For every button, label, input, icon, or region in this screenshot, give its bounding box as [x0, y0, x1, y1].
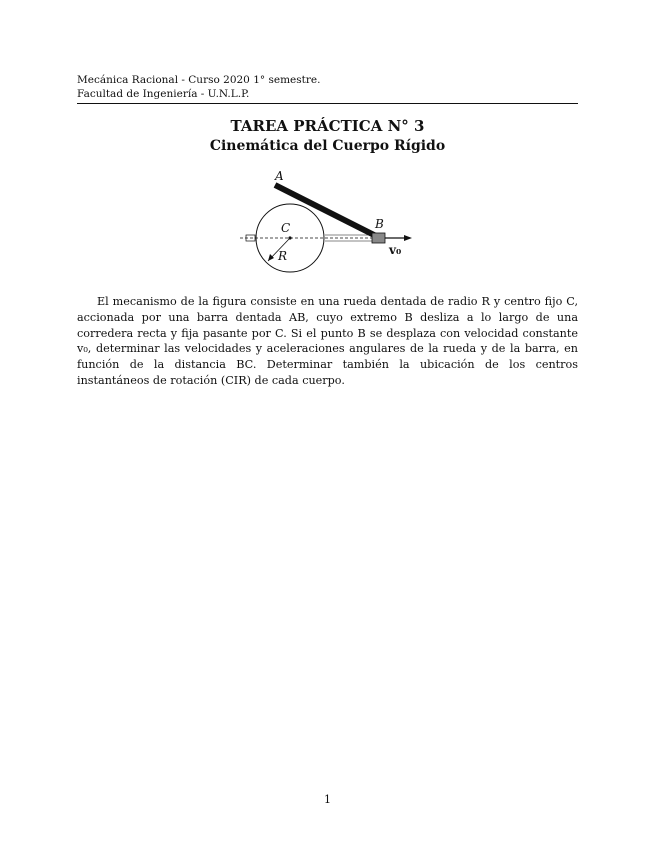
label-b: B: [375, 217, 384, 231]
label-r: R: [278, 249, 288, 263]
slider-block: [372, 233, 385, 243]
problem-paragraph: El mecanismo de la figura consiste en una rueda dentada de radio R y centro fijo C, accionada por una barra dentada AB, cuyo extremo B desliza a lo largo de una corredera recta y fija pasante por C. Si el punto B se desplaza con velocidad constante v₀, determinar las velocidades y aceleraciones angulares de la rueda y de la barra, en función de la distancia BC. Determinar también la ubicación de los centros instantáneos de rotación (CIR) de cada cuerpo.: [77, 295, 578, 387]
label-v0: v₀: [389, 243, 402, 257]
toothed-bar-ab: [275, 185, 380, 238]
faculty-line: Facultad de Ingeniería - U.N.L.P.: [77, 88, 250, 100]
header-rule: [77, 103, 578, 104]
radius-arrowhead: [268, 254, 274, 261]
course-line: Mecánica Racional - Curso 2020 1° semestre.: [77, 74, 321, 86]
page-subtitle: Cinemática del Cuerpo Rígido: [209, 138, 446, 154]
page-number: 1: [324, 793, 331, 806]
label-c: C: [281, 221, 291, 235]
mechanism-figure: [235, 165, 425, 275]
page-header: [77, 73, 578, 101]
velocity-arrowhead: [404, 235, 412, 241]
problem-statement: [77, 294, 578, 389]
page-title: TAREA PRÁCTICA N° 3: [230, 117, 425, 135]
label-a: A: [275, 169, 284, 183]
